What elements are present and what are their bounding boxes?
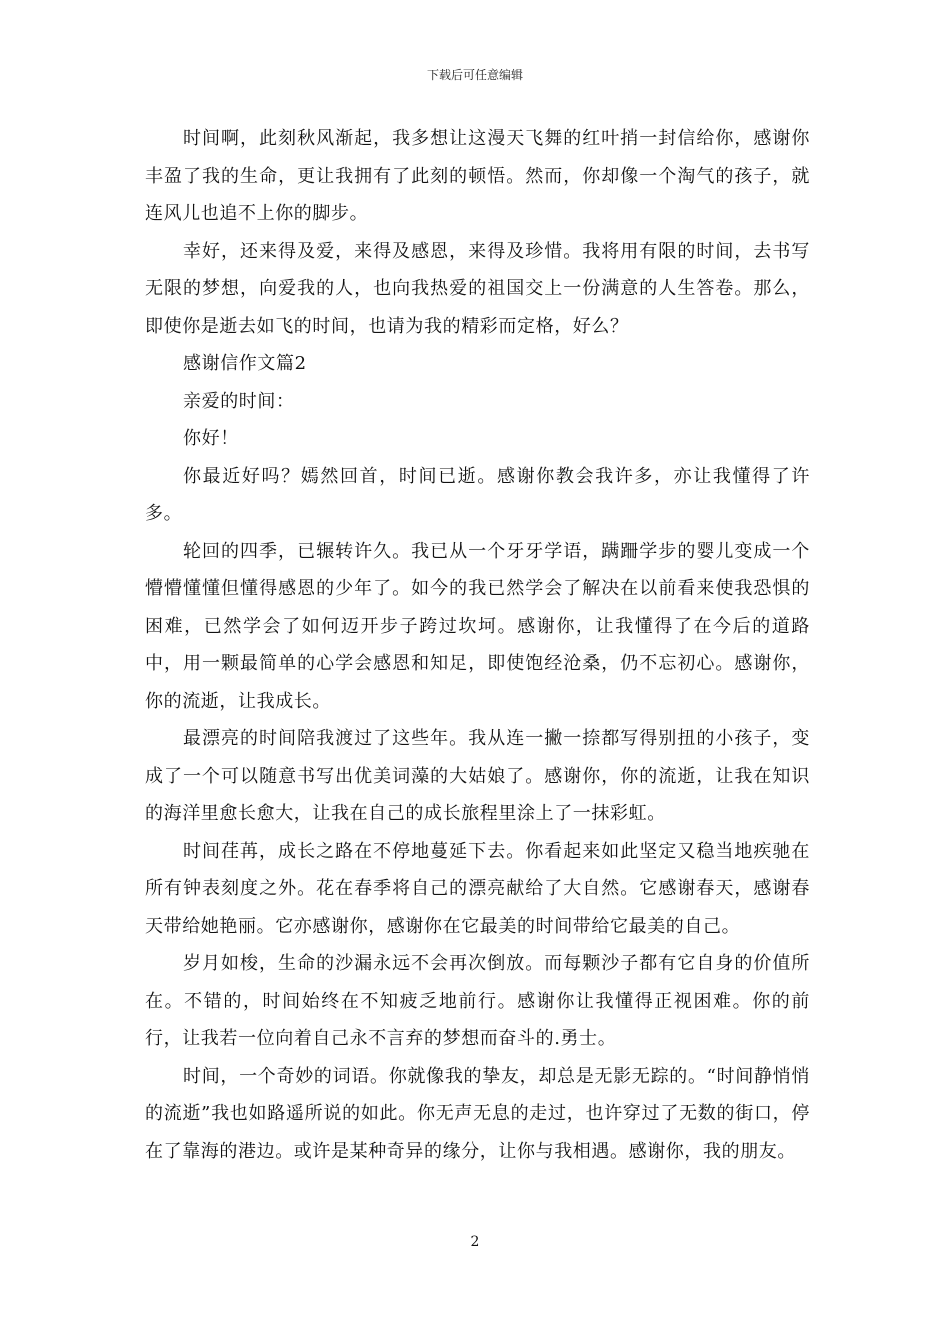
- paragraph: 最漂亮的时间陪我渡过了这些年。我从连一撇一捺都写得别扭的小孩子，变成了一个可以随意书写出优美词藻的大姑娘了。感谢你，你的流逝，让我在知识的海洋里愈长愈大，让我在自己的成长旅程里涂上了一抹彩虹。: [145, 728, 810, 824]
- paragraph: 岁月如梭，生命的沙漏永远不会再次倒放。而每颗沙子都有它自身的价值所在。不错的，时间始终在不知疲乏地前行。感谢你让我懂得正视困难。你的前行，让我若一位向着自己永不言弃的梦想而奋斗的.勇士。: [145, 953, 810, 1049]
- page-number: 2: [470, 1234, 480, 1250]
- paragraph: 时间啊，此刻秋风渐起，我多想让这漫天飞舞的红叶捎一封信给你，感谢你丰盈了我的生命，更让我拥有了此刻的顿悟。然而，你却像一个淘气的孩子，就连风儿也追不上你的脚步。: [145, 128, 810, 224]
- paragraph: 你最近好吗？嫣然回首，时间已逝。感谢你教会我许多，亦让我懂得了许多。: [145, 465, 810, 524]
- paragraph: 轮回的四季，已辗转许久。我已从一个牙牙学语，蹒跚学步的婴儿变成一个懵懵懂懂但懂得感恩的少年了。如今的我已然学会了解决在以前看来使我恐惧的困难，已然学会了如何迈开步子跨过坎坷。感谢你，让我懂得了在今后的道路中，用一颗最简单的心学会感恩和知足，即使饱经沧桑，仍不忘初心。感谢你，你的流逝，让我成长。: [145, 540, 810, 712]
- paragraph: 时间荏苒，成长之路在不停地蔓延下去。你看起来如此坚定又稳当地疾驰在所有钟表刻度之外。花在春季将自己的漂亮献给了大自然。它感谢春天，感谢春天带给她艳丽。它亦感谢你，感谢你在它最美的时间带给它最美的自己。: [145, 840, 810, 937]
- letter-body: [145, 120, 810, 1170]
- page-header: 下载后可任意编辑: [426, 68, 523, 82]
- section-heading: 感谢信作文篇2: [183, 353, 307, 374]
- paragraph: 时间，一个奇妙的词语。你就像我的挚友，却总是无影无踪的。“时间静悄悄的流逝”我也如路遥所说的如此。你无声无息的走过，也许穿过了无数的街口，停在了靠海的港边。或许是某种奇异的缘分，让你与我相遇。感谢你，我的朋友。: [145, 1065, 810, 1162]
- salutation: 亲爱的时间：: [183, 390, 295, 412]
- paragraph: 幸好，还来得及爱，来得及感恩，来得及珍惜。我将用有限的时间，去书写无限的梦想，向爱我的人，也向我热爱的祖国交上一份满意的人生答卷。那么，即使你是逝去如飞的时间，也请为我的精彩而定格，好么？: [145, 240, 810, 337]
- greeting: 你好！: [183, 428, 239, 449]
